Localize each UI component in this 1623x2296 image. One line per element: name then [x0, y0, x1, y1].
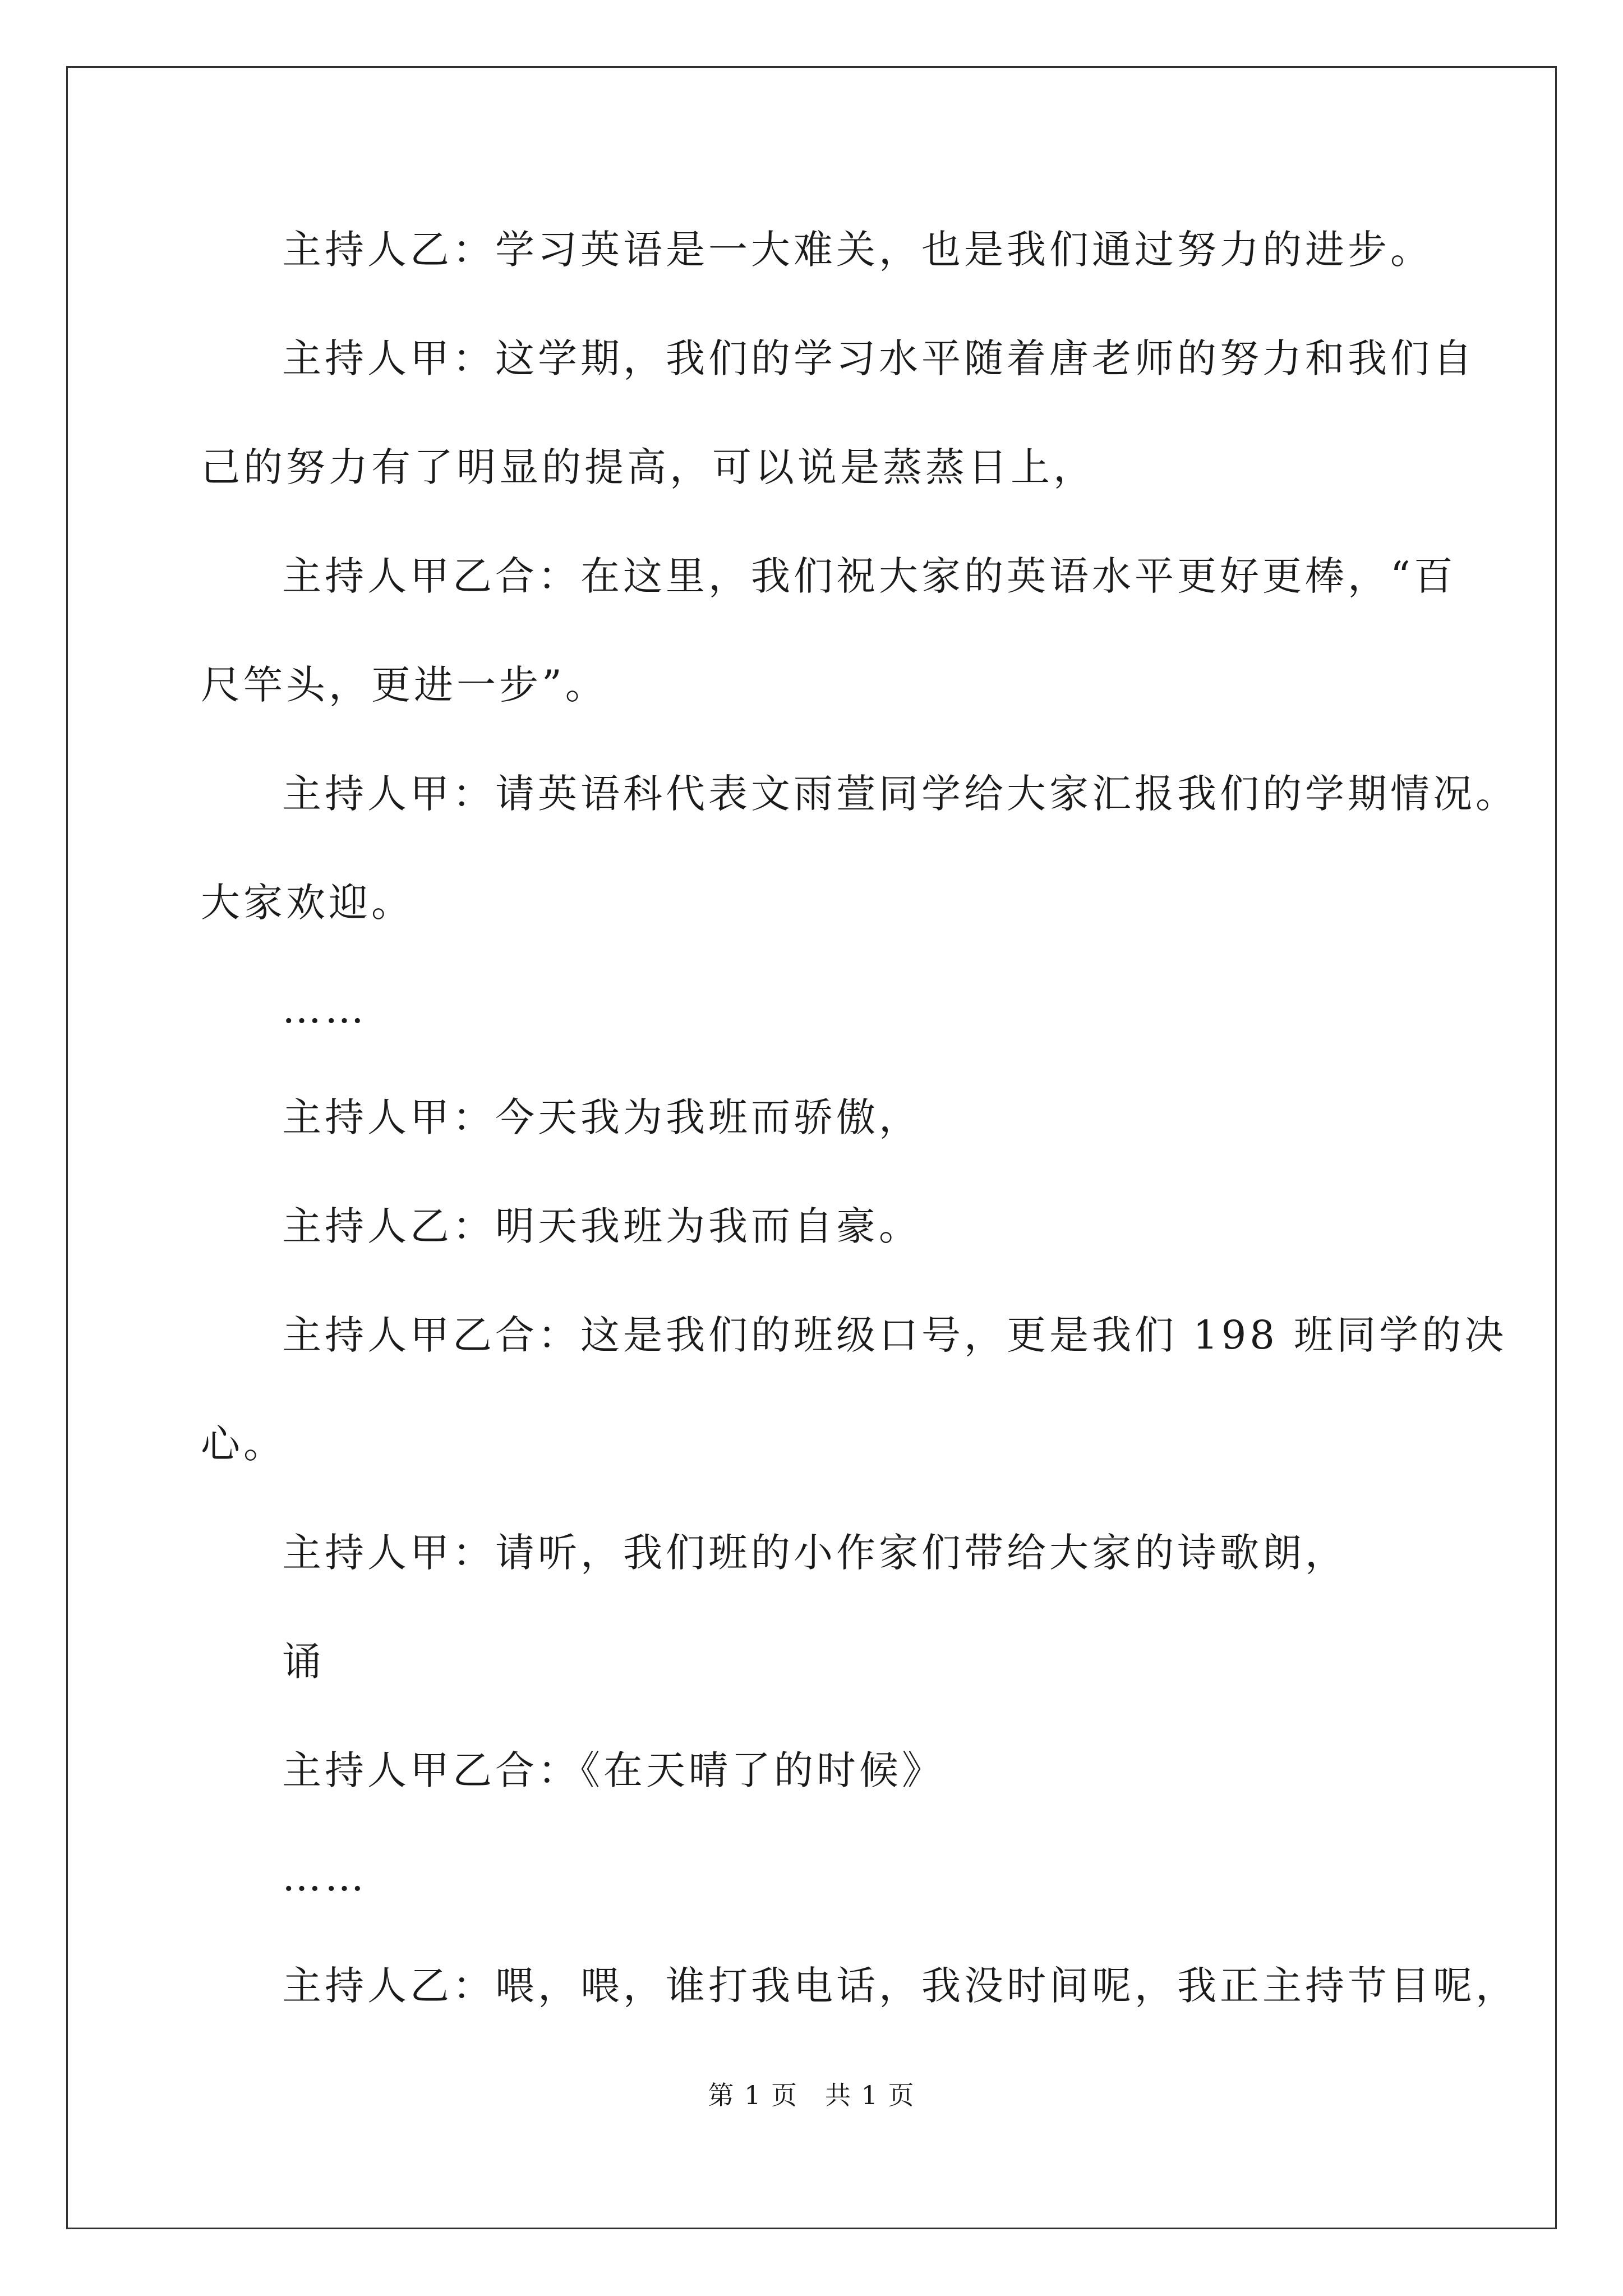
paragraph-line: 大家欢迎。 [201, 880, 414, 926]
paragraph-line: 诵 [282, 1639, 325, 1685]
paragraph-line: 尺竿头，更进一步”。 [201, 662, 608, 708]
paragraph-line: 主持人甲：请英语科代表文雨萱同学给大家汇报我们的学期情况。 [282, 771, 1518, 817]
paragraph-line: 主持人乙：喂，喂，谁打我电话，我没时间呢，我正主持节目呢， [282, 1963, 1518, 2009]
paragraph-line: 心。 [201, 1421, 286, 1467]
ellipsis-line: …… [282, 986, 367, 1032]
paragraph-line: 主持人甲：这学期，我们的学习水平随着唐老师的努力和我们自 [282, 335, 1476, 381]
paragraph-line: 主持人甲：请听，我们班的小作家们带给大家的诗歌朗， [282, 1530, 1348, 1576]
paragraph-line: 己的努力有了明显的提高，可以说是蒸蒸日上， [201, 444, 1096, 490]
paragraph-line: 主持人甲乙合：在这里，我们祝大家的英语水平更好更棒，“百 [282, 553, 1456, 599]
paragraph-line: 主持人甲乙合：《在天晴了的时候》 [282, 1747, 944, 1793]
paragraph-line: 主持人甲：今天我为我班而骄傲， [282, 1094, 921, 1140]
paragraph-line: 主持人甲乙合：这是我们的班级口号，更是我们 198 班同学的决 [282, 1312, 1507, 1358]
page-number-footer: 第 1 页 共 1 页 [708, 2080, 915, 2110]
paragraph-line: 主持人乙：明天我班为我而自豪。 [282, 1203, 921, 1249]
page-border [66, 66, 1557, 2229]
ellipsis-line: …… [282, 1854, 367, 1900]
paragraph-line: 主持人乙：学习英语是一大难关，也是我们通过努力的进步。 [282, 227, 1433, 273]
